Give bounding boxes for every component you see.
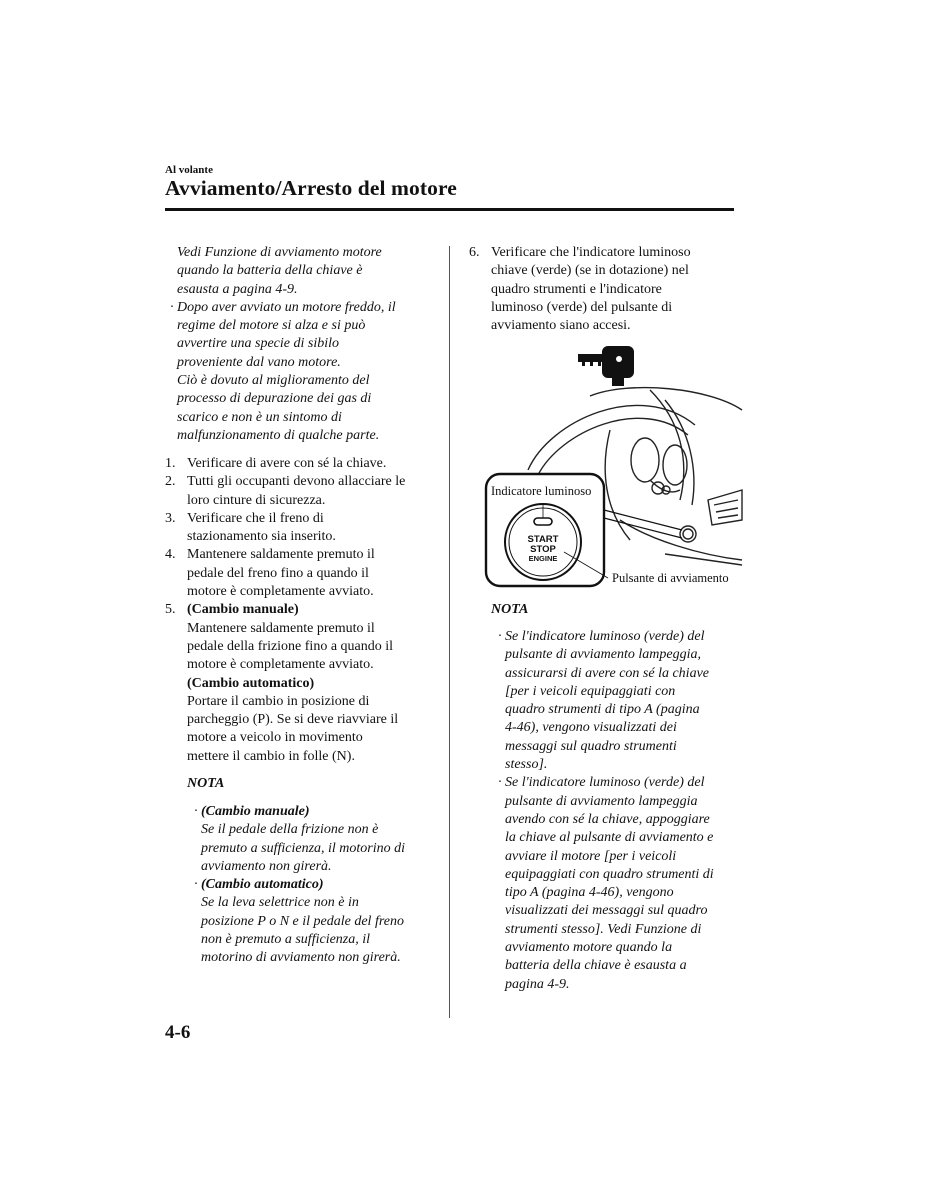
connector-line [604,510,682,530]
text-line: parcheggio (P). Se si deve riavviare il [187,712,399,728]
text-line: proveniente dal vano motore. [177,354,341,370]
subheading: (Cambio automatico) [187,675,315,691]
text-line: strumenti stesso]. Vedi Funzione di [505,921,702,937]
nota-right [498,628,745,994]
text-line: Vedi Funzione di avviamento motore [177,245,382,260]
text-line: avviamento siano accesi. [491,318,631,334]
title-rule [165,208,734,211]
text-line: pulsante di avviamento lampeggia, [505,647,701,663]
text-line: avendo con sé la chiave, appoggiare [505,811,710,827]
step-number: 3. [165,510,176,526]
text-line: avviamento motore quando la [505,940,673,956]
nota-item [498,774,745,994]
text-line: malfunzionamento di qualche parte. [177,427,380,443]
text-line: posizione P o N e il pedale del freno [201,913,404,929]
text-line: chiave (verde) (se in dotazione) nel [491,263,689,279]
text-line: visualizzati dei messaggi sul quadro [505,903,708,919]
step-number: 6. [469,245,480,260]
step-3 [165,510,445,547]
bullet-marker: · [498,775,502,791]
step-6-body [469,244,741,335]
text-line: scarico e non è un sintomo di [177,409,342,425]
subheading: (Cambio manuale) [201,804,310,819]
text-line: Se l'indicatore luminoso (verde) del [505,629,705,644]
text-line: quando la batteria della chiave è [177,263,363,279]
nota-item [194,803,446,876]
text-line: pedale del freno fino a quando il [187,565,369,581]
intro-paragraph [177,244,442,299]
nota-item [194,876,446,967]
bullet-marker: · [170,299,174,315]
text-line: equipaggiati con quadro strumenti di [505,866,714,882]
text-line: Se l'indicatore luminoso (verde) del [505,775,705,791]
text-line: Dopo aver avviato un motore freddo, il [177,299,396,315]
text-line: avvertire una specie di sibilo [177,336,339,352]
text-line: premuto a sufficienza, il motorino di [201,840,406,856]
step-number: 1. [165,456,176,471]
text-line: non è premuto a sufficienza, il [201,932,371,948]
figure-illustration [480,340,745,590]
page-number: 4-6 [165,1022,191,1043]
step-4 [165,546,445,601]
steps-list [165,455,445,766]
text-line: mettere il cambio in folle (N). [187,748,355,764]
button-text-start: START [527,534,559,545]
key-indicator-icon [578,346,634,386]
section-label: Al volante [165,164,213,176]
text-line: Se la leva selettrice non è in [201,895,359,911]
text-line: quadro strumenti di tipo A (pagina [505,702,700,718]
text-line: Verificare di avere con sé la chiave. [187,456,387,471]
text-line: pagina 4-9. [505,976,570,992]
text-line: Verificare che l'indicatore luminoso [491,245,691,260]
text-line: avviare il motore [per i veicoli [505,848,677,864]
step-1 [165,455,445,473]
text-line: batteria della chiave è esausta a [505,958,687,974]
text-line: stesso]. [505,757,548,773]
step-6 [469,244,741,335]
indicator-label: Indicatore luminoso [491,484,592,498]
text-line: Ciò è dovuto al miglioramento del [177,373,370,389]
text-line: esausta a pagina 4-9. [177,281,298,297]
text-line: Verificare che il freno di [187,510,324,526]
text-line: la chiave al pulsante di avviamento e [505,830,714,846]
text-line: avviamento non girerà. [201,858,332,874]
page-title: Avviamento/Arresto del motore [165,176,457,200]
step-number: 4. [165,547,176,563]
text-line: motore è completamente avviato. [187,657,374,673]
button-text-engine: ENGINE [528,554,558,563]
start-button-figure [480,340,745,590]
bullet-item [170,299,442,445]
text-line: loro cinture di sicurezza. [187,492,326,508]
text-line: [per i veicoli equipaggiati con [505,683,676,699]
text-line: Mantenere saldamente premuto il [187,620,375,636]
text-line: motore a veicolo in movimento [187,730,363,746]
text-line: pedale della frizione fino a quando il [187,638,394,654]
text-line: stazionamento sia inserito. [187,529,336,545]
nota-label-right: NOTA [491,602,529,617]
text-line: pulsante di avviamento lampeggia [505,793,698,809]
button-text-stop: STOP [530,544,556,555]
text-line: luminoso (verde) del pulsante di [491,299,673,315]
step-number: 2. [165,474,176,490]
column-divider [449,246,450,1018]
step-2 [165,473,445,510]
text-line: messaggi sul quadro strumenti [505,738,677,754]
indicator-light-icon [534,518,552,525]
step-number: 5. [165,602,176,618]
connector-line [604,518,682,538]
text-line: motore è completamente avviato. [187,584,374,600]
bullet-marker: · [498,629,502,644]
text-line: Se il pedale della frizione non è [201,822,379,838]
subheading: (Cambio automatico) [201,877,324,893]
step-5 [165,601,445,766]
text-line: processo di depurazione dei gas di [177,391,372,407]
text-line: Tutti gli occupanti devono allacciare le [187,474,406,490]
text-line: Portare il cambio in posizione di [187,693,370,709]
text-line: quadro strumenti e l'indicatore [491,281,662,297]
text-line: tipo A (pagina 4-46), vengono [505,885,674,901]
nota-item [498,628,745,774]
nota-label-left: NOTA [187,776,225,791]
left-column [170,244,442,445]
button-label: Pulsante di avviamento [612,571,729,585]
subheading: (Cambio manuale) [187,602,299,618]
text-line: motorino di avviamento non girerà. [201,950,401,966]
text-line: assicurarsi di avere con sé la chiave [505,665,709,681]
bullet-marker: · [194,877,198,893]
text-line: 4-46), vengono visualizzati dei [505,720,677,736]
text-line: Mantenere saldamente premuto il [187,547,375,563]
bullet-marker: · [194,804,198,819]
text-line: regime del motore si alza e si può [177,318,366,334]
nota-left [194,803,446,968]
